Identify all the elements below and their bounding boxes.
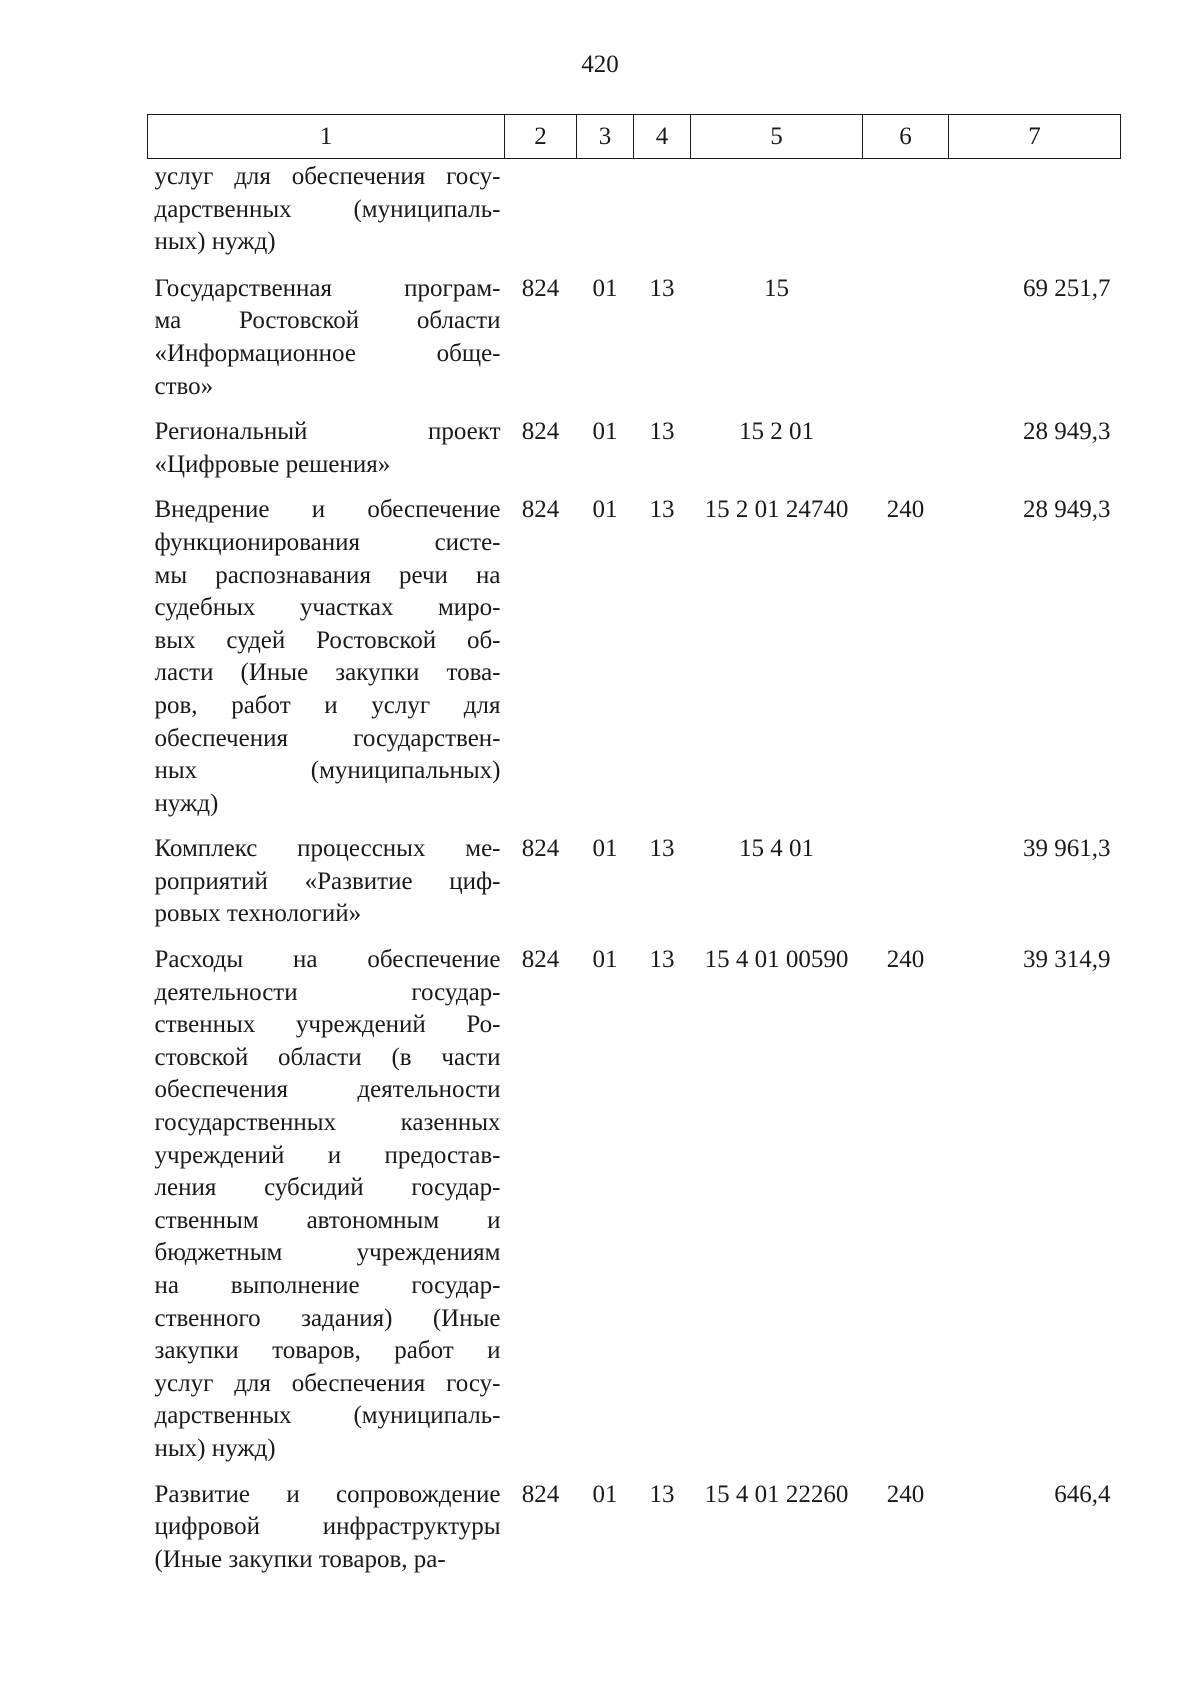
column-number-header: 5: [691, 115, 863, 159]
description-line: государственных казенных: [154, 1109, 501, 1137]
subsection-code-cell: 13: [649, 418, 675, 446]
description-line: ма Ростовской области: [154, 307, 501, 335]
amount-cell: 28 949,3: [1023, 418, 1111, 446]
expense-type-code-cell: [863, 273, 949, 416]
description-line: Внедрение и обеспечение: [154, 496, 501, 524]
description-line: услуг для обеспечения госу-: [154, 163, 501, 190]
description-line: ственного задания) (Иные: [154, 1304, 501, 1332]
description-line: ных) нужд): [154, 1434, 276, 1462]
table-row: [148, 416, 1121, 494]
grbs-code-cell: 824: [521, 496, 560, 524]
description-line: дарственных (муниципаль-: [154, 195, 501, 223]
description-line: на выполнение государ-: [154, 1272, 501, 1299]
column-number-header: 3: [577, 115, 634, 159]
description-line: ственных учреждений Ро-: [154, 1011, 501, 1039]
column-number-header: 2: [505, 115, 577, 159]
description-line: роприятий «Развитие циф-: [154, 867, 501, 895]
description-line: Расходы на обеспечение: [154, 946, 501, 974]
page-number: 420: [581, 51, 619, 78]
description-line: учреждений и предостав-: [154, 1141, 501, 1169]
amount-cell: 646,4: [1054, 1480, 1111, 1508]
description-line: ровых технологий»: [154, 900, 362, 928]
amount-cell: [949, 159, 1121, 273]
expense-type-code-cell: 240: [886, 496, 925, 524]
table-body: [148, 159, 1121, 1590]
grbs-code-cell: 824: [521, 946, 560, 974]
description-line: ления субсидий государ-: [154, 1174, 501, 1202]
section-code-cell: 01: [592, 274, 618, 302]
section-code-cell: [577, 159, 634, 273]
column-number-header: 4: [634, 115, 691, 159]
target-article-code-cell: 15 2 01: [739, 418, 814, 446]
subsection-code-cell: 13: [649, 1480, 675, 1508]
target-article-code-cell: 15 4 01 22260: [704, 1480, 849, 1508]
target-article-code-cell: 15 2 01 24740: [704, 496, 849, 524]
table-row: [148, 833, 1121, 944]
table-row: [148, 273, 1121, 416]
amount-cell: 28 949,3: [1023, 496, 1111, 524]
subsection-code-cell: 13: [649, 946, 675, 974]
subsection-code-cell: 13: [649, 496, 675, 524]
expense-type-code-cell: [863, 833, 949, 944]
grbs-code-cell: 824: [521, 274, 560, 302]
description-line: Региональный проект: [154, 418, 501, 446]
amount-cell: 69 251,7: [1023, 274, 1111, 302]
description-line: вых судей Ростовской об-: [154, 626, 501, 654]
table-row: [148, 494, 1121, 833]
amount-cell: 39 314,9: [1023, 946, 1111, 974]
description-line: «Цифровые решения»: [154, 450, 391, 478]
section-code-cell: 01: [592, 496, 618, 524]
grbs-code-cell: 824: [521, 835, 560, 863]
target-article-code-cell: 15 4 01 00590: [704, 946, 849, 974]
section-code-cell: 01: [592, 418, 618, 446]
description-line: ственным автономным и: [154, 1206, 501, 1234]
column-number-header: 6: [863, 115, 949, 159]
description-line: ров, работ и услуг для: [154, 691, 501, 719]
section-code-cell: 01: [592, 1480, 618, 1508]
expense-type-code-cell: [863, 159, 949, 273]
description-line: функционирования систе-: [154, 528, 501, 556]
expense-type-code-cell: 240: [886, 946, 925, 974]
description-line: (Иные закупки товаров, ра-: [154, 1545, 446, 1573]
description-cell: [148, 833, 505, 944]
description-cell: [148, 494, 505, 833]
description-line: бюджетным учреждениям: [154, 1239, 501, 1267]
description-line: «Информационное обще-: [154, 339, 501, 367]
description-cell: [148, 159, 505, 273]
budget-table: [147, 114, 1121, 1589]
description-cell: [148, 1479, 505, 1590]
description-line: судебных участках миро-: [154, 594, 501, 622]
description-line: мы распознавания речи на: [154, 561, 501, 589]
description-line: Комплекс процессных ме-: [154, 835, 501, 863]
grbs-code-cell: [505, 159, 577, 273]
description-cell: [148, 416, 505, 494]
expense-type-code-cell: [863, 416, 949, 494]
description-line: нужд): [154, 789, 219, 817]
table-row: [148, 1479, 1121, 1590]
amount-cell: 39 961,3: [1023, 835, 1111, 863]
description-line: цифровой инфраструктуры: [154, 1513, 501, 1541]
subsection-code-cell: 13: [649, 274, 675, 302]
description-line: обеспечения деятельности: [154, 1076, 501, 1104]
subsection-code-cell: [634, 159, 691, 273]
target-article-code-cell: 15 4 01: [739, 835, 814, 863]
section-code-cell: 01: [592, 946, 618, 974]
description-line: обеспечения государствен-: [154, 724, 501, 752]
table-row: [148, 159, 1121, 273]
table-row: [148, 944, 1121, 1479]
description-line: ласти (Иные закупки това-: [154, 659, 501, 687]
target-article-code-cell: [691, 159, 863, 273]
description-line: дарственных (муниципаль-: [154, 1402, 501, 1430]
description-line: деятельности государ-: [154, 978, 501, 1006]
description-line: стовской области (в части: [154, 1043, 501, 1071]
description-line: ных (муниципальных): [154, 757, 501, 785]
column-number-header: 1: [148, 115, 505, 159]
grbs-code-cell: 824: [521, 1480, 560, 1508]
column-number-row: [148, 115, 1121, 159]
description-line: ство»: [154, 372, 214, 400]
description-line: ных) нужд): [154, 228, 276, 256]
description-cell: [148, 273, 505, 416]
column-number-header: 7: [949, 115, 1121, 159]
expense-type-code-cell: 240: [886, 1480, 925, 1508]
description-line: услуг для обеспечения госу-: [154, 1369, 501, 1397]
subsection-code-cell: 13: [649, 835, 675, 863]
description-line: Развитие и сопровождение: [154, 1480, 501, 1508]
target-article-code-cell: 15: [764, 274, 789, 302]
description-line: Государственная програм-: [154, 274, 501, 302]
description-cell: [148, 944, 505, 1479]
description-line: закупки товаров, работ и: [154, 1337, 501, 1365]
section-code-cell: 01: [592, 835, 618, 863]
grbs-code-cell: 824: [521, 418, 560, 446]
